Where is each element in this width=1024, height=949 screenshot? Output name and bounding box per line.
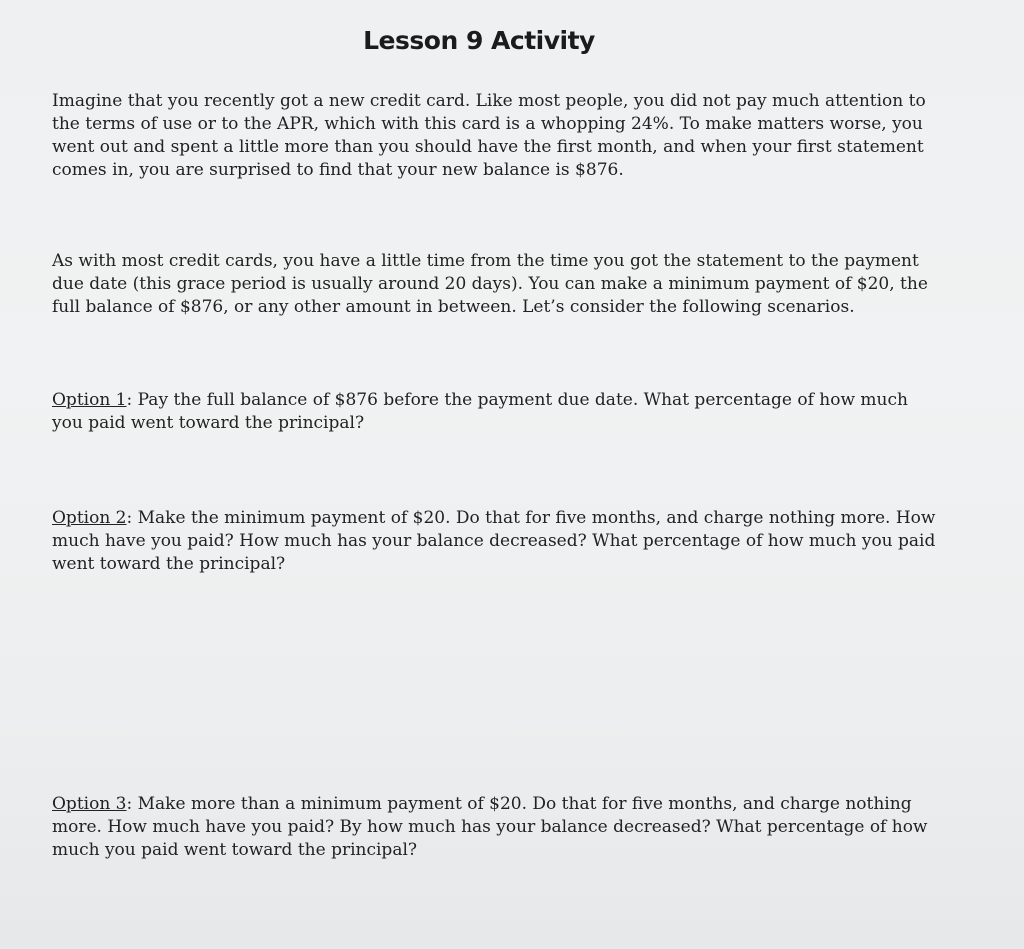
option-3-text: : Make more than a minimum payment of $20. Do that for five months, and charge nothing more. How much have you paid? By how much has your balance decreased? What percentage of how much you paid went toward the principal?	[52, 794, 928, 860]
option-2-text: : Make the minimum payment of $20. Do that for five months, and charge nothing more. How much have you paid? How much has your balance decreased? What percentage of how much you paid went toward the principal?	[52, 508, 936, 574]
option-2-paragraph	[52, 507, 942, 576]
option-3-label: Option 3	[52, 794, 127, 814]
option-2-label: Option 2	[52, 508, 127, 528]
grace-period-paragraph: As with most credit cards, you have a little time from the time you got the statement to the payment due date (this grace period is usually around 20 days). You can make a minimum payment of $20, the full balance of $876, or any other amount in between. Let’s consider the following scenarios.	[52, 251, 928, 317]
option-1-text: : Pay the full balance of $876 before the payment due date. What percentage of how much you paid went toward the principal?	[52, 390, 908, 433]
option-1-label: Option 1	[52, 390, 127, 410]
option-3-paragraph	[52, 793, 952, 862]
intro-paragraph: Imagine that you recently got a new credit card. Like most people, you did not pay much attention to the terms of use or to the APR, which with this card is a whopping 24%. To make matters worse, you went out and spent a little more than you should have the first month, and when your first statement comes in, you are surprised to find that your new balance is $876.	[52, 91, 926, 180]
page-title: Lesson 9 Activity	[363, 26, 595, 55]
option-1-paragraph	[52, 389, 942, 435]
